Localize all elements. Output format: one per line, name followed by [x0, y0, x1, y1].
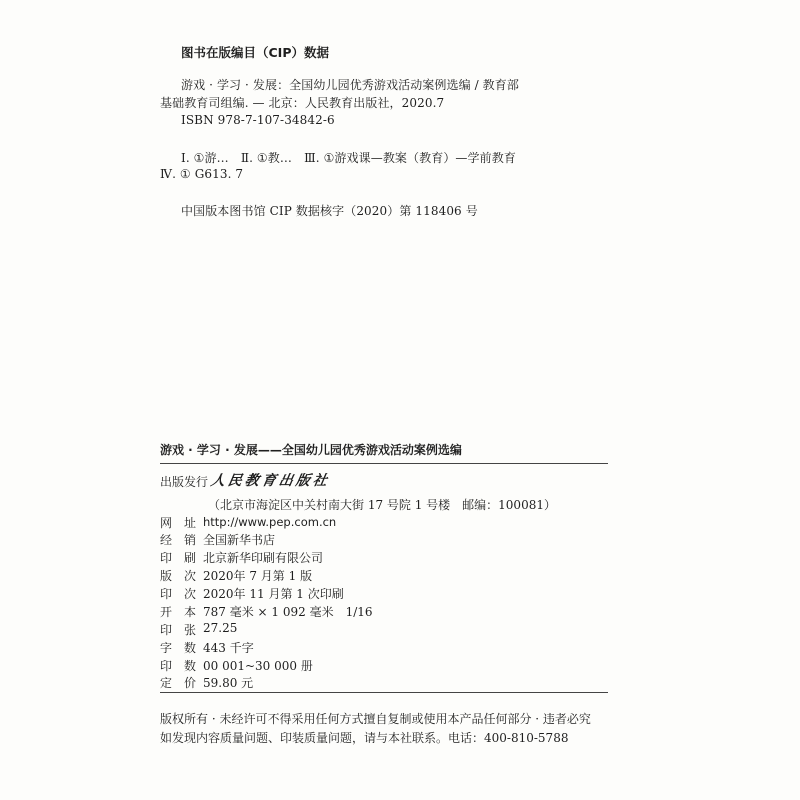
- cip-record-number: 中国版本图书馆 CIP 数据核字（2020）第 118406 号: [181, 204, 478, 218]
- format-value: 787 毫米 × 1 092 毫米 1/16: [203, 605, 373, 619]
- row-label-word-count: 字 数: [160, 641, 197, 655]
- publisher-address: （北京市海淀区中关村南大街 17 号院 1 号楼 邮编：100081）: [208, 498, 556, 512]
- row-label-edition: 版 次: [160, 569, 197, 583]
- copyright-notice: 版权所有 · 未经许可不得采用任何方式擅自复制或使用本产品任何部分 · 违者必究: [160, 712, 591, 726]
- bottom-divider: [160, 692, 608, 693]
- sheets-value: 27.25: [203, 621, 238, 635]
- cip-classification-number: Ⅳ. ① G613. 7: [160, 167, 244, 181]
- price-value: 59.80 元: [203, 676, 254, 690]
- row-label-website: 网 址: [160, 516, 197, 530]
- row-label-printing: 印 次: [160, 587, 197, 601]
- cip-isbn-line: ISBN 978-7-107-34842-6: [181, 113, 335, 127]
- row-label-sheets: 印 张: [160, 623, 197, 637]
- quality-contact-notice: 如发现内容质量问题、印装质量问题，请与本社联系。电话：400-810-5788: [160, 731, 569, 745]
- row-label-printer: 印 刷: [160, 551, 197, 565]
- cip-heading: 图书在版编目（CIP）数据: [181, 45, 329, 60]
- print-run-value: 00 001~30 000 册: [203, 659, 313, 673]
- cip-publisher-line: 基础教育司组编. — 北京：人民教育出版社，2020.7: [160, 96, 445, 110]
- cip-classification-line: Ⅰ. ①游… Ⅱ. ①教… Ⅲ. ①游戏课—教案（教育）—学前教育: [181, 151, 516, 165]
- book-title: 游戏 · 学习 · 发展——全国幼儿园优秀游戏活动案例选编: [160, 443, 462, 457]
- publisher-logo: 人民教育出版社: [209, 473, 332, 489]
- row-label-print-run: 印 数: [160, 659, 197, 673]
- publisher-label: 出版发行: [160, 475, 209, 489]
- row-label-format: 开 本: [160, 605, 197, 619]
- distributor-value: 全国新华书店: [203, 533, 276, 547]
- row-label-distributor: 经 销: [160, 533, 197, 547]
- word-count-value: 443 千字: [203, 641, 254, 655]
- top-divider: [160, 463, 608, 464]
- cip-title-line: 游戏 · 学习 · 发展：全国幼儿园优秀游戏活动案例选编 / 教育部: [181, 78, 519, 92]
- edition-value: 2020年 7 月第 1 版: [203, 569, 313, 583]
- printer-value: 北京新华印刷有限公司: [203, 551, 324, 565]
- website-link[interactable]: http://www.pep.com.cn: [203, 515, 337, 529]
- row-label-price: 定 价: [160, 676, 197, 690]
- printing-value: 2020年 11 月第 1 次印刷: [203, 587, 344, 601]
